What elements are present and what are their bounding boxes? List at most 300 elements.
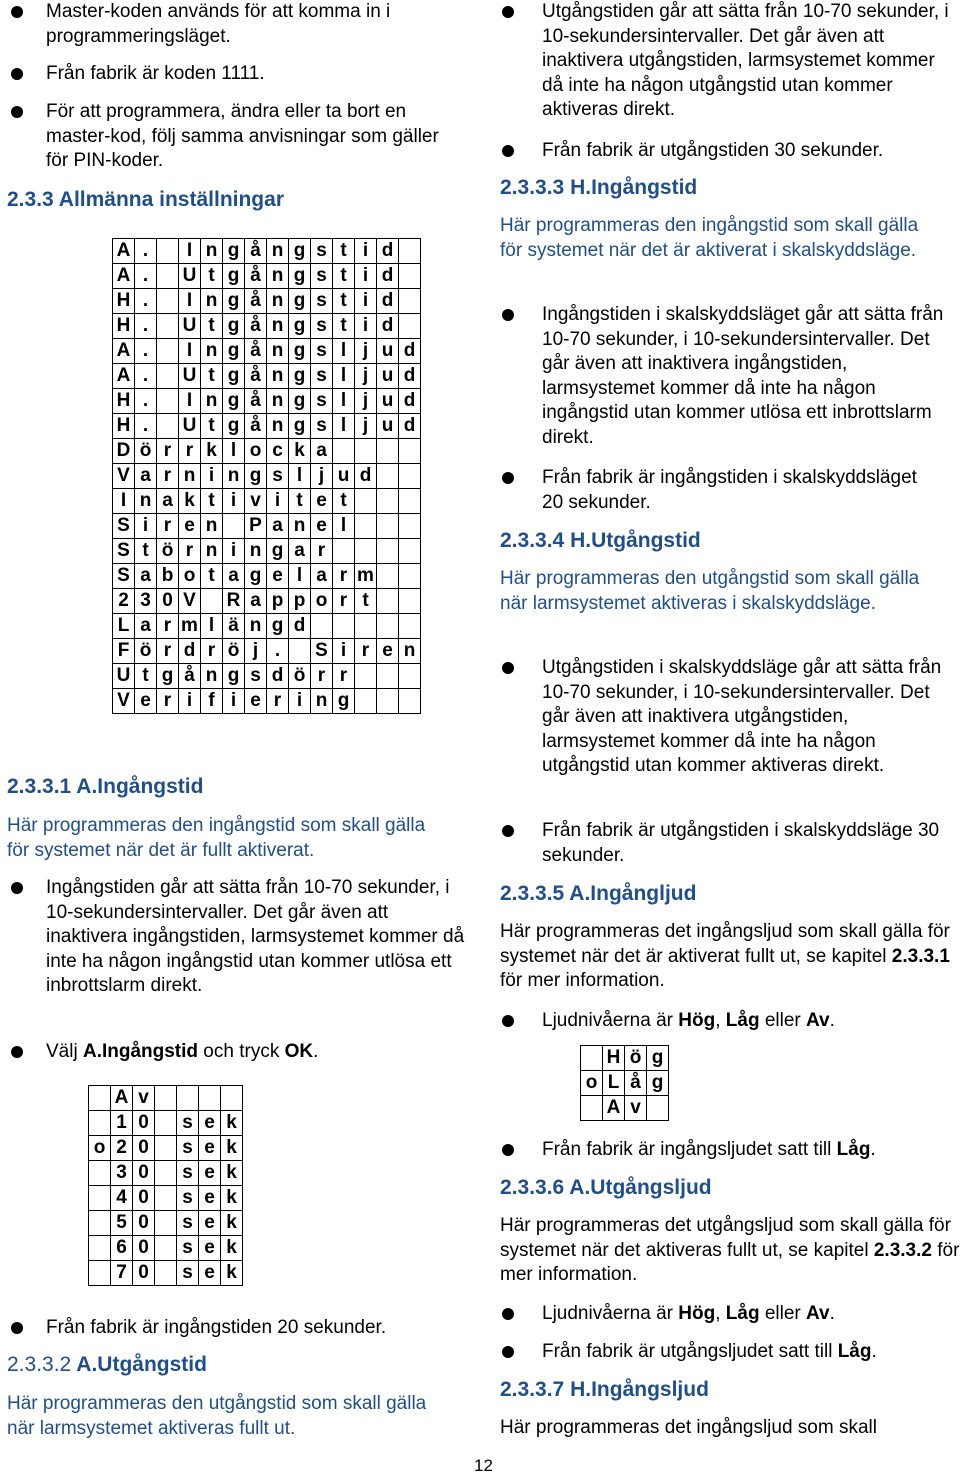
grid-cell: k	[289, 439, 311, 464]
grid-cell: .	[135, 239, 157, 264]
grid-cell: n	[267, 314, 289, 339]
grid-cell: i	[223, 539, 245, 564]
grid-cell: n	[201, 664, 223, 689]
grid-cell	[377, 564, 399, 589]
grid-cell: n	[201, 539, 223, 564]
grid-cell: H	[603, 1046, 625, 1071]
grid-cell: d	[399, 389, 421, 414]
grid-cell: V	[113, 464, 135, 489]
grid-cell: t	[135, 539, 157, 564]
grid-cell: 0	[133, 1236, 155, 1261]
grid-cell: å	[625, 1071, 647, 1096]
grid-cell: l	[333, 414, 355, 439]
grid-cell	[333, 539, 355, 564]
section-heading-2-3-3-2: 2.3.3.2 A.Utgångstid	[7, 1353, 207, 1376]
grid-cell: k	[201, 439, 223, 464]
grid-cell: r	[311, 664, 333, 689]
grid-cell: I	[113, 489, 135, 514]
grid-cell: n	[179, 464, 201, 489]
menu-row	[89, 1211, 243, 1236]
grid-cell	[155, 1161, 177, 1186]
grid-cell: o	[179, 564, 201, 589]
section-heading-2-3-3-5: 2.3.3.5 A.Ingångljud	[500, 882, 697, 905]
grid-cell: m	[179, 614, 201, 639]
grid-cell	[89, 1186, 111, 1211]
grid-cell	[333, 614, 355, 639]
grid-cell: d	[377, 239, 399, 264]
grid-cell: s	[177, 1261, 199, 1286]
grid-cell: R	[223, 589, 245, 614]
paragraph-2-3-3-2: Här programmeras den utgångstid som skall gälla när larmsystemet aktiveras fullt ut.	[7, 1393, 427, 1439]
grid-cell	[355, 439, 377, 464]
grid-cell: s	[177, 1211, 199, 1236]
paragraph-2-3-3-4: Här programmeras den utgångstid som skall gälla när larmsystemet aktiveras i skalskyddsläge.	[500, 568, 920, 614]
grid-cell: r	[157, 614, 179, 639]
grid-cell: a	[223, 564, 245, 589]
grid-cell: e	[135, 689, 157, 714]
grid-cell: V	[113, 689, 135, 714]
bullet-dot	[502, 662, 514, 674]
grid-cell: e	[199, 1261, 221, 1286]
grid-cell: i	[355, 239, 377, 264]
grid-cell: ö	[289, 664, 311, 689]
entry-time-options-table	[88, 1085, 243, 1286]
grid-cell: l	[289, 564, 311, 589]
grid-cell	[399, 489, 421, 514]
grid-cell: I	[179, 239, 201, 264]
grid-cell: o	[581, 1071, 603, 1096]
grid-cell: s	[267, 464, 289, 489]
grid-cell: .	[267, 639, 289, 664]
grid-cell	[89, 1211, 111, 1236]
grid-cell	[155, 1086, 177, 1111]
grid-cell: s	[177, 1236, 199, 1261]
grid-cell: .	[135, 364, 157, 389]
grid-cell: s	[311, 364, 333, 389]
grid-cell: n	[311, 689, 333, 714]
grid-cell: i	[355, 264, 377, 289]
grid-cell: g	[223, 414, 245, 439]
grid-cell: S	[311, 639, 333, 664]
menu-row	[113, 614, 421, 639]
grid-cell: j	[355, 389, 377, 414]
grid-cell: g	[223, 264, 245, 289]
grid-cell: d	[179, 639, 201, 664]
grid-cell: m	[355, 564, 377, 589]
grid-cell: k	[221, 1211, 243, 1236]
grid-cell: U	[179, 314, 201, 339]
menu-row	[89, 1111, 243, 1136]
grid-cell: r	[157, 689, 179, 714]
grid-cell: ö	[625, 1046, 647, 1071]
grid-cell: U	[179, 264, 201, 289]
menu-row	[113, 564, 421, 589]
grid-cell: g	[647, 1046, 669, 1071]
menu-row	[113, 314, 421, 339]
grid-cell: g	[289, 264, 311, 289]
grid-cell	[399, 664, 421, 689]
bullet-program-master: För att programmera, ändra eller ta bort en master-kod, följ samma anvisningar som gäller för PIN-koder.	[0, 100, 466, 174]
grid-cell: D	[113, 439, 135, 464]
grid-cell	[399, 539, 421, 564]
grid-cell: s	[245, 664, 267, 689]
menu-row	[581, 1071, 669, 1096]
grid-cell: j	[245, 639, 267, 664]
bullet-sound-levels-entry: Ljudnivåerna är Hög, Låg eller Av.	[498, 1009, 960, 1034]
grid-cell: d	[289, 614, 311, 639]
grid-cell	[399, 289, 421, 314]
grid-cell	[199, 1086, 221, 1111]
bullet-dot	[11, 106, 23, 118]
paragraph-2-3-3-5: Här programmeras det ingångsljud som skall gälla för systemet när det är aktiverat fullt ut, se kapitel 2.3.3.1 för mer information.	[500, 921, 950, 991]
grid-cell	[377, 464, 399, 489]
grid-cell: n	[399, 639, 421, 664]
grid-cell: d	[399, 339, 421, 364]
grid-cell	[311, 614, 333, 639]
grid-cell	[647, 1096, 669, 1121]
grid-cell: k	[179, 489, 201, 514]
grid-cell	[399, 464, 421, 489]
grid-cell: g	[223, 239, 245, 264]
grid-cell	[399, 589, 421, 614]
grid-cell	[223, 514, 245, 539]
grid-cell: t	[201, 564, 223, 589]
grid-cell: e	[245, 689, 267, 714]
grid-cell: .	[135, 414, 157, 439]
grid-cell	[201, 589, 223, 614]
grid-cell: n	[201, 339, 223, 364]
grid-cell: j	[311, 464, 333, 489]
grid-cell	[157, 389, 179, 414]
grid-cell: .	[135, 264, 157, 289]
bullet-factory-exit-sound: Från fabrik är utgångsljudet satt till Låg.	[498, 1340, 960, 1365]
grid-cell: L	[113, 614, 135, 639]
grid-cell: t	[135, 664, 157, 689]
grid-cell: d	[399, 414, 421, 439]
grid-cell: n	[245, 614, 267, 639]
bullet-factory-exit-time: Från fabrik är utgångstiden 30 sekunder.	[498, 139, 960, 164]
grid-cell: a	[135, 464, 157, 489]
grid-cell	[399, 439, 421, 464]
grid-cell: F	[113, 639, 135, 664]
grid-cell: n	[201, 389, 223, 414]
grid-cell: å	[179, 664, 201, 689]
grid-cell: n	[245, 539, 267, 564]
grid-cell: H	[113, 414, 135, 439]
grid-cell: r	[355, 639, 377, 664]
grid-cell: r	[333, 589, 355, 614]
grid-cell	[155, 1211, 177, 1236]
grid-cell: e	[199, 1161, 221, 1186]
grid-cell	[355, 664, 377, 689]
grid-cell: t	[333, 314, 355, 339]
grid-cell	[155, 1136, 177, 1161]
grid-cell: g	[267, 539, 289, 564]
grid-cell: 3	[135, 589, 157, 614]
grid-cell: u	[377, 414, 399, 439]
grid-cell: g	[245, 464, 267, 489]
grid-cell	[399, 564, 421, 589]
grid-cell	[377, 614, 399, 639]
grid-cell: S	[113, 539, 135, 564]
grid-cell	[355, 514, 377, 539]
grid-cell: e	[199, 1236, 221, 1261]
grid-cell: s	[177, 1161, 199, 1186]
grid-cell: n	[267, 264, 289, 289]
grid-cell: g	[289, 414, 311, 439]
grid-cell: e	[377, 639, 399, 664]
grid-cell	[89, 1086, 111, 1111]
grid-cell: n	[223, 464, 245, 489]
grid-cell: g	[223, 314, 245, 339]
bullet-home-entry-range: Ingångstiden i skalskyddsläget går att sätta från 10-70 sekunder, i 10-sekundersintervaller. Det går även att inaktivera ingångstiden, larmsystemet kommer då inte ha någon ingångstid utan kommer utlösa ett inbrottslarm direkt.	[498, 303, 960, 450]
menu-row	[113, 664, 421, 689]
grid-cell: s	[311, 314, 333, 339]
grid-cell: i	[267, 489, 289, 514]
bullet-factory-entry-sound: Från fabrik är ingångsljudet satt till Låg.	[498, 1138, 960, 1163]
bullet-dot	[502, 309, 514, 321]
grid-cell	[377, 514, 399, 539]
menu-row	[89, 1261, 243, 1286]
grid-cell: ö	[135, 639, 157, 664]
grid-cell: t	[333, 239, 355, 264]
grid-cell: r	[333, 664, 355, 689]
grid-cell: g	[333, 689, 355, 714]
menu-row	[89, 1136, 243, 1161]
grid-cell: l	[333, 389, 355, 414]
bullet-dot	[11, 6, 23, 18]
grid-cell: s	[311, 339, 333, 364]
grid-cell: d	[377, 264, 399, 289]
grid-cell: t	[201, 414, 223, 439]
grid-cell: l	[223, 439, 245, 464]
grid-cell: å	[245, 414, 267, 439]
grid-cell: A	[113, 264, 135, 289]
grid-cell: o	[89, 1136, 111, 1161]
grid-cell	[157, 289, 179, 314]
menu-row	[113, 539, 421, 564]
grid-cell: 7	[111, 1261, 133, 1286]
grid-cell	[289, 639, 311, 664]
grid-cell: n	[267, 239, 289, 264]
grid-cell: n	[267, 289, 289, 314]
grid-cell: g	[223, 339, 245, 364]
grid-cell: k	[221, 1161, 243, 1186]
grid-cell: i	[223, 689, 245, 714]
bullet-dot	[11, 68, 23, 80]
grid-cell: e	[311, 514, 333, 539]
bullet-dot	[11, 882, 23, 894]
grid-cell: t	[201, 314, 223, 339]
grid-cell: u	[377, 339, 399, 364]
grid-cell: S	[113, 564, 135, 589]
menu-row	[113, 639, 421, 664]
bullet-factory-home-entry: Från fabrik är ingångstiden i skalskyddsläget 20 sekunder.	[498, 466, 942, 515]
menu-row	[113, 239, 421, 264]
grid-cell	[399, 264, 421, 289]
menu-row	[581, 1096, 669, 1121]
grid-cell: s	[177, 1111, 199, 1136]
menu-row	[113, 589, 421, 614]
grid-cell: n	[267, 414, 289, 439]
grid-cell: i	[355, 289, 377, 314]
grid-cell: p	[267, 589, 289, 614]
grid-cell: e	[311, 489, 333, 514]
grid-cell: g	[289, 364, 311, 389]
grid-cell: t	[289, 489, 311, 514]
section-heading-2-3-3-1: 2.3.3.1 A.Ingångstid	[7, 775, 204, 798]
grid-cell: u	[333, 464, 355, 489]
grid-cell: s	[311, 264, 333, 289]
grid-cell: a	[135, 564, 157, 589]
grid-cell: g	[223, 664, 245, 689]
grid-cell	[377, 689, 399, 714]
grid-cell: g	[223, 389, 245, 414]
menu-row	[113, 389, 421, 414]
section-heading-2-3-3-6: 2.3.3.6 A.Utgångsljud	[500, 1176, 712, 1199]
grid-cell	[155, 1111, 177, 1136]
grid-cell: e	[199, 1186, 221, 1211]
grid-cell: A	[113, 339, 135, 364]
grid-cell: å	[245, 364, 267, 389]
grid-cell: a	[289, 539, 311, 564]
bullet-home-exit-range: Utgångstiden i skalskyddsläge går att sätta från 10-70 sekunder, i 10-sekundersintervaller. Det går även att inaktivera utgångstiden, larmsystemet kommer då inte ha någon utgångstid utan kommer aktiveras direkt.	[498, 656, 960, 779]
bullet-dot	[502, 1144, 514, 1156]
bullet-dot	[502, 1346, 514, 1358]
grid-cell: t	[355, 589, 377, 614]
grid-cell: i	[135, 514, 157, 539]
grid-cell: g	[289, 314, 311, 339]
grid-cell: k	[221, 1186, 243, 1211]
grid-cell	[377, 589, 399, 614]
grid-cell: a	[135, 614, 157, 639]
grid-cell	[221, 1086, 243, 1111]
grid-cell	[399, 239, 421, 264]
grid-cell: u	[377, 389, 399, 414]
grid-cell	[157, 239, 179, 264]
grid-cell: S	[113, 514, 135, 539]
grid-cell: t	[201, 264, 223, 289]
grid-cell: .	[135, 389, 157, 414]
grid-cell: 0	[133, 1111, 155, 1136]
grid-cell: å	[245, 314, 267, 339]
grid-cell: i	[179, 689, 201, 714]
grid-cell	[157, 339, 179, 364]
menu-row	[113, 339, 421, 364]
grid-cell: d	[267, 664, 289, 689]
grid-cell: j	[355, 364, 377, 389]
grid-cell: s	[311, 239, 333, 264]
grid-cell: t	[333, 264, 355, 289]
section-heading-2-3-3-7: 2.3.3.7 H.Ingångsljud	[500, 1378, 709, 1401]
grid-cell: 0	[133, 1211, 155, 1236]
grid-cell: 0	[133, 1161, 155, 1186]
bullet-dot	[502, 1308, 514, 1320]
grid-cell: å	[245, 389, 267, 414]
grid-cell: .	[135, 314, 157, 339]
grid-cell: H	[113, 389, 135, 414]
grid-cell: A	[603, 1096, 625, 1121]
grid-cell	[89, 1236, 111, 1261]
grid-cell: i	[355, 314, 377, 339]
grid-cell: .	[135, 339, 157, 364]
grid-cell	[155, 1261, 177, 1286]
grid-cell	[333, 439, 355, 464]
grid-cell: å	[245, 339, 267, 364]
grid-cell	[399, 614, 421, 639]
grid-cell: 5	[111, 1211, 133, 1236]
grid-cell: H	[113, 289, 135, 314]
grid-cell: U	[179, 414, 201, 439]
grid-cell: i	[223, 489, 245, 514]
bullet-factory-code: Från fabrik är koden 1111.	[0, 62, 486, 87]
grid-cell: V	[179, 589, 201, 614]
menu-row	[89, 1161, 243, 1186]
sound-level-options-table	[580, 1045, 669, 1121]
paragraph-2-3-3-3: Här programmeras den ingångstid som skall gälla för systemet när det är aktiverat i skalskyddsläge.	[500, 215, 919, 261]
bullet-dot	[502, 1015, 514, 1027]
grid-cell: f	[201, 689, 223, 714]
grid-cell: e	[179, 514, 201, 539]
grid-cell: l	[289, 464, 311, 489]
grid-cell: å	[245, 239, 267, 264]
grid-cell: 1	[111, 1111, 133, 1136]
grid-cell: g	[245, 564, 267, 589]
grid-cell	[355, 539, 377, 564]
grid-cell: l	[333, 514, 355, 539]
grid-cell	[377, 664, 399, 689]
menu-row	[113, 439, 421, 464]
grid-cell	[355, 489, 377, 514]
menu-row	[113, 514, 421, 539]
grid-cell: l	[333, 364, 355, 389]
grid-cell: i	[333, 639, 355, 664]
grid-cell	[155, 1236, 177, 1261]
grid-cell: 6	[111, 1236, 133, 1261]
grid-cell: c	[267, 439, 289, 464]
grid-cell: t	[201, 489, 223, 514]
grid-cell: k	[221, 1261, 243, 1286]
grid-cell: e	[199, 1211, 221, 1236]
grid-cell: a	[267, 514, 289, 539]
bullet-dot	[11, 1322, 23, 1334]
menu-row	[89, 1236, 243, 1261]
bullet-dot	[502, 145, 514, 157]
grid-cell	[377, 439, 399, 464]
grid-cell	[581, 1096, 603, 1121]
grid-cell: r	[311, 539, 333, 564]
grid-cell	[355, 614, 377, 639]
grid-cell: 0	[133, 1136, 155, 1161]
grid-cell	[399, 514, 421, 539]
grid-cell: j	[355, 414, 377, 439]
menu-row	[113, 289, 421, 314]
menu-row	[581, 1046, 669, 1071]
menu-row	[89, 1186, 243, 1211]
grid-cell: r	[333, 564, 355, 589]
grid-cell: n	[267, 389, 289, 414]
bullet-factory-entry-time: Från fabrik är ingångstiden 20 sekunder.	[0, 1316, 486, 1341]
grid-cell: .	[135, 289, 157, 314]
grid-cell: A	[113, 364, 135, 389]
grid-cell: a	[311, 439, 333, 464]
grid-cell: t	[333, 489, 355, 514]
bullet-master-code: Master-koden används för att komma in i programmeringsläget.	[0, 0, 486, 49]
grid-cell: l	[201, 614, 223, 639]
grid-cell: U	[179, 364, 201, 389]
grid-cell: s	[311, 414, 333, 439]
grid-cell: v	[133, 1086, 155, 1111]
